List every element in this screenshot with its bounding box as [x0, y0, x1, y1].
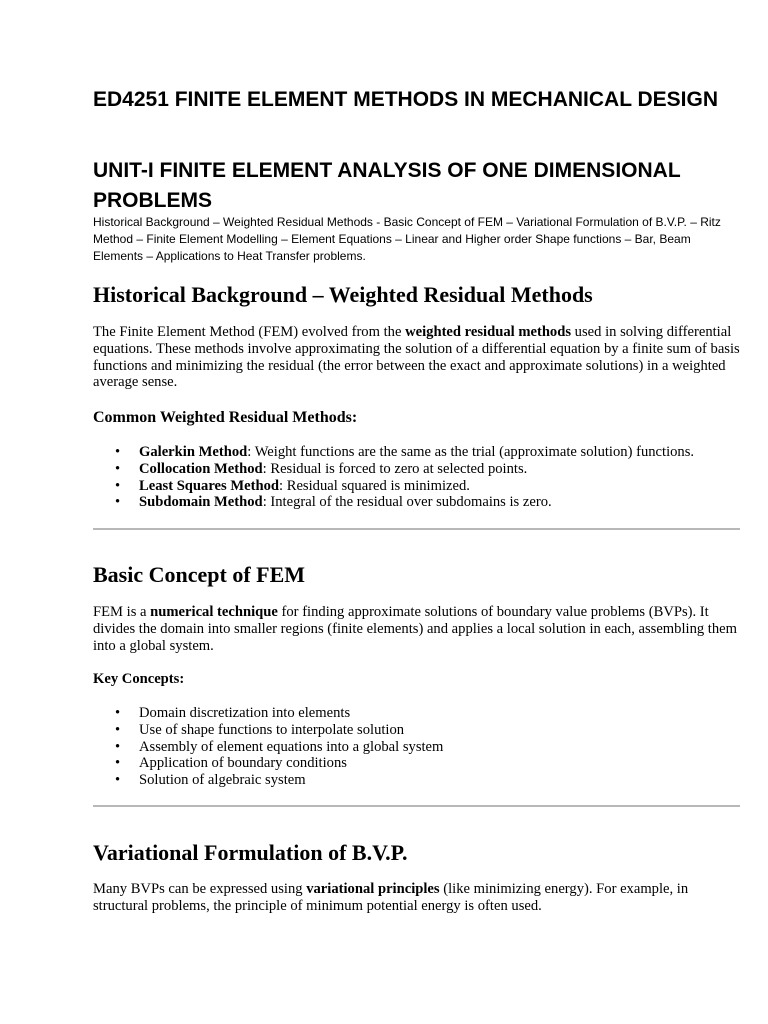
course-title: ED4251 FINITE ELEMENT METHODS IN MECHANICAL DESIGN — [93, 88, 719, 111]
basic-paragraph-bold: numerical technique — [150, 604, 278, 620]
list-item — [93, 444, 743, 461]
historical-paragraph-text-1: The Finite Element Method (FEM) evolved from the — [93, 324, 406, 340]
list-item: • Solution of algebraic system — [93, 772, 743, 789]
list-item-term: Galerkin Method — [139, 444, 248, 460]
basic-paragraph — [93, 604, 743, 654]
list-item-desc: : Residual is forced to zero at selected points. — [262, 460, 528, 477]
historical-subheading: Common Weighted Residual Methods: — [93, 409, 358, 426]
section-heading-variational: Variational Formulation of B.V.P. — [93, 840, 408, 865]
weighted-residual-methods-list — [93, 444, 743, 511]
list-item — [93, 461, 743, 478]
variational-paragraph-text-2: (like minimizing energy). For example, in structural problems, the principle of minimum potential energy is often used. — [93, 881, 689, 914]
list-item-desc: : Integral of the residual over subdomains is zero. — [262, 494, 552, 511]
list-item-desc: : Residual squared is minimized. — [279, 477, 470, 494]
historical-paragraph — [93, 324, 743, 391]
list-item-term: Subdomain Method — [139, 494, 263, 511]
list-item-term: Collocation Method — [139, 460, 263, 477]
unit-topics: Historical Background – Weighted Residual Methods - Basic Concept of FEM – Variational Formulation of B.V.P. – Ritz Method – Finite Element Modelling – Element Equations – Linear and Higher order Shape functions – Bar, Beam Elements – Applications to Heat Transfer problems. — [93, 215, 721, 263]
section-heading-basic: Basic Concept of FEM — [93, 562, 306, 587]
list-item: • Assembly of element equations into a global system — [93, 739, 743, 756]
key-concepts-list — [93, 705, 743, 789]
unit-title: UNIT-I FINITE ELEMENT ANALYSIS OF ONE DIMENSIONAL PROBLEMS — [93, 159, 681, 212]
section-divider — [93, 528, 740, 530]
list-item — [93, 494, 743, 511]
list-item-desc: : Weight functions are the same as the trial (approximate solution) functions. — [247, 444, 695, 460]
list-item-term: Least Squares Method — [139, 477, 280, 494]
historical-paragraph-bold: weighted residual methods — [405, 324, 572, 340]
section-heading-historical: Historical Background – Weighted Residual Methods — [93, 282, 593, 307]
variational-paragraph-text-1: Many BVPs can be expressed using — [93, 881, 307, 897]
list-item: • Domain discretization into elements — [93, 705, 743, 722]
basic-paragraph-text-2: for finding approximate solutions of boundary value problems (BVPs). It divides the domain into smaller regions (finite elements) and applies a local solution in each, assembling them into a global system. — [93, 604, 737, 654]
basic-paragraph-text-1: FEM is a — [93, 604, 151, 620]
list-item: • Use of shape functions to interpolate solution — [93, 722, 743, 739]
variational-paragraph — [93, 881, 743, 915]
variational-paragraph-bold: variational principles — [306, 881, 440, 897]
list-item — [93, 478, 743, 495]
historical-paragraph-text-2: used in solving differential equations. These methods involve approximating the solution of a differential equation by a finite sum of basis functions and minimizing the residual (the error between the exact and approximate solutions) in a weighted average sense. — [93, 324, 740, 391]
list-item: • Application of boundary conditions — [93, 755, 743, 772]
section-divider — [93, 805, 740, 807]
basic-subheading: Key Concepts: — [93, 671, 185, 687]
